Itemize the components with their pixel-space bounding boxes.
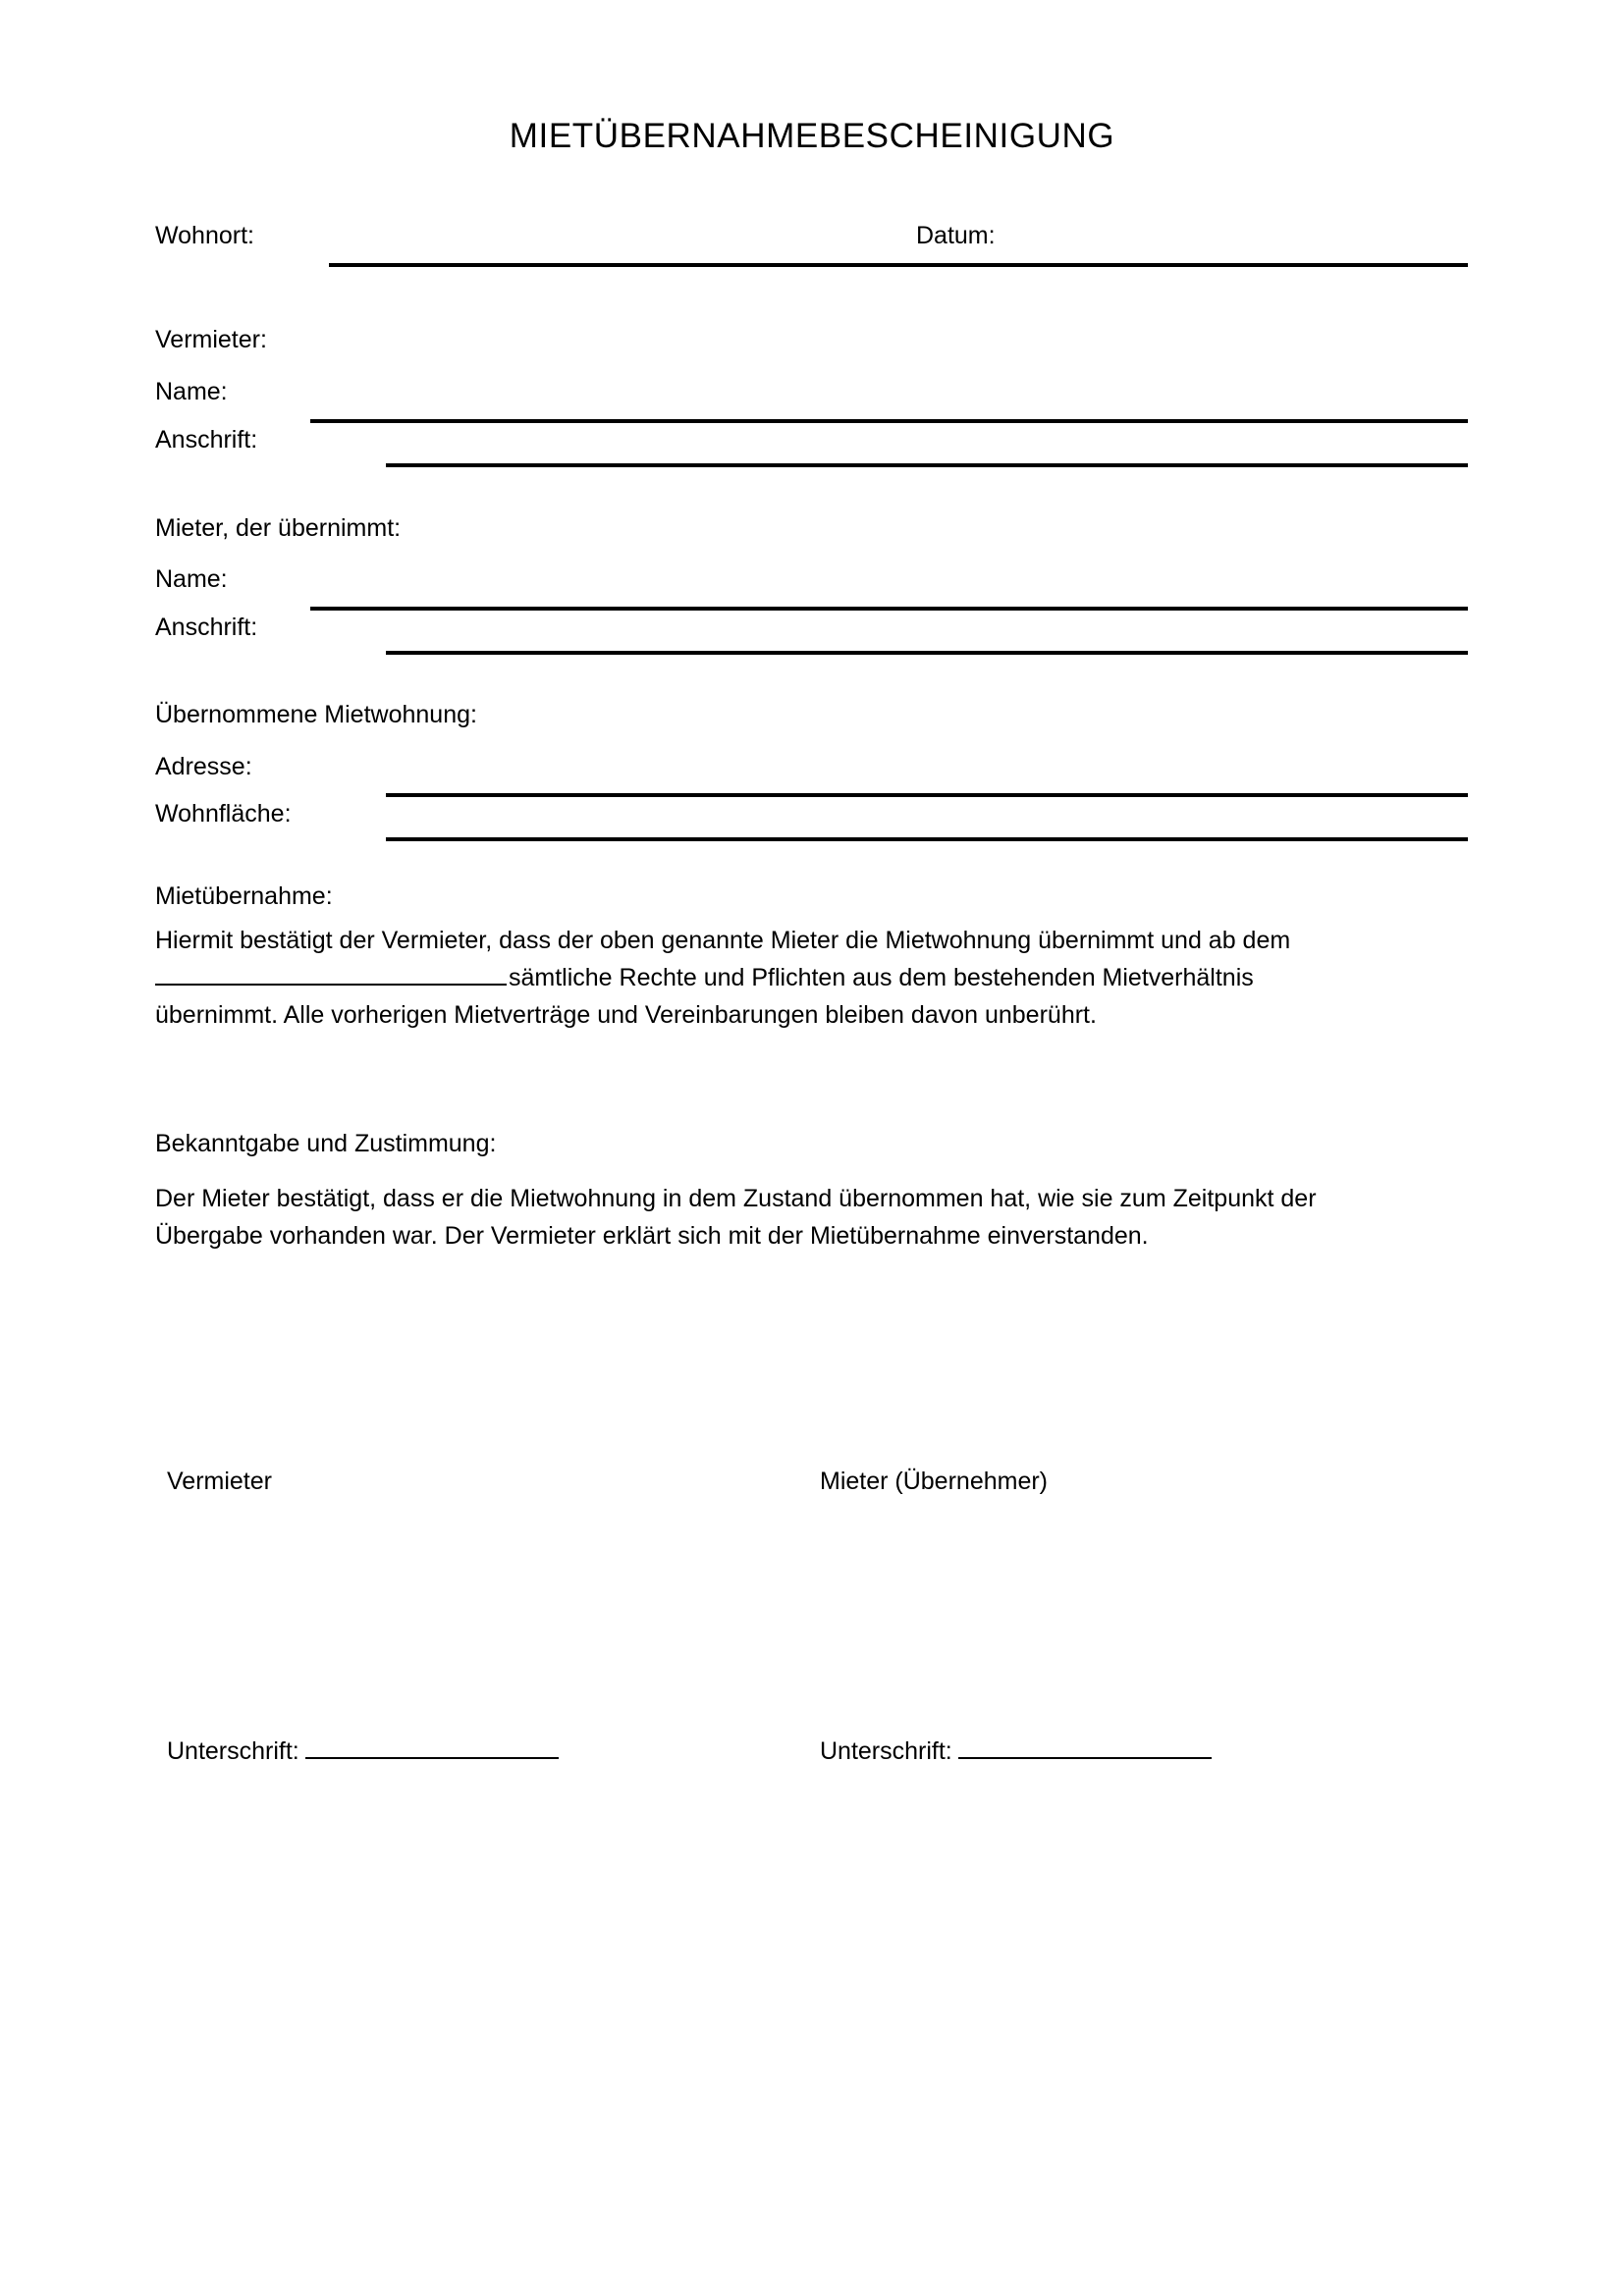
landlord-signature-blank[interactable]	[305, 1735, 559, 1759]
takeover-date-blank[interactable]	[155, 961, 507, 986]
tenant-signature-row	[820, 1735, 1212, 1766]
takeover-line-2-text: sämtliche Rechte und Pflichten aus dem bestehenden Mietverhältnis	[509, 964, 1254, 991]
consent-line-2: Übergabe vorhanden war. Der Vermieter erklärt sich mit der Mietübernahme einverstanden.	[155, 1222, 1149, 1250]
landlord-address-label: Anschrift:	[155, 426, 258, 454]
page-title: MIETÜBERNAHMEBESCHEINIGUNG	[509, 117, 1115, 155]
apartment-address-input-rule[interactable]	[386, 793, 1468, 797]
landlord-name-input-rule[interactable]	[310, 419, 1468, 423]
tenant-signature-blank[interactable]	[958, 1735, 1212, 1759]
tenant-section-heading: Mieter, der übernimmt:	[155, 514, 402, 542]
landlord-signature-label: Unterschrift:	[167, 1737, 299, 1765]
landlord-name-label: Name:	[155, 378, 228, 405]
consent-line-1: Der Mieter bestätigt, dass er die Mietwohnung in dem Zustand übernommen hat, wie sie zum Zeitpunkt der	[155, 1185, 1317, 1212]
wohnort-label: Wohnort:	[155, 222, 254, 249]
landlord-signature-role-label: Vermieter	[167, 1468, 272, 1495]
tenant-signature-label: Unterschrift:	[820, 1737, 952, 1765]
takeover-line-2	[155, 959, 1290, 996]
datum-label: Datum:	[916, 222, 996, 249]
takeover-line-1: Hiermit bestätigt der Vermieter, dass der oben genannte Mieter die Mietwohnung übernimmt und ab dem	[155, 927, 1291, 954]
takeover-section-heading: Mietübernahme:	[155, 882, 333, 910]
tenant-signature-role-label: Mieter (Übernehmer)	[820, 1468, 1049, 1495]
consent-paragraph	[155, 1180, 1317, 1255]
consent-section-heading: Bekanntgabe und Zustimmung:	[155, 1130, 497, 1157]
tenant-name-label: Name:	[155, 565, 228, 593]
landlord-section-heading: Vermieter:	[155, 326, 267, 353]
landlord-address-input-rule[interactable]	[386, 463, 1468, 467]
apartment-address-label: Adresse:	[155, 753, 252, 780]
apartment-living-space-label: Wohnfläche:	[155, 800, 292, 828]
tenant-address-input-rule[interactable]	[386, 651, 1468, 655]
landlord-signature-row	[167, 1735, 559, 1766]
wohnort-datum-input-rule[interactable]	[329, 263, 1468, 267]
apartment-living-space-input-rule[interactable]	[386, 837, 1468, 841]
takeover-paragraph	[155, 922, 1290, 1034]
apartment-section-heading: Übernommene Mietwohnung:	[155, 701, 477, 728]
tenant-address-label: Anschrift:	[155, 614, 258, 641]
tenant-name-input-rule[interactable]	[310, 607, 1468, 611]
takeover-line-3: übernimmt. Alle vorherigen Mietverträge und Vereinbarungen bleiben davon unberührt.	[155, 1001, 1097, 1029]
